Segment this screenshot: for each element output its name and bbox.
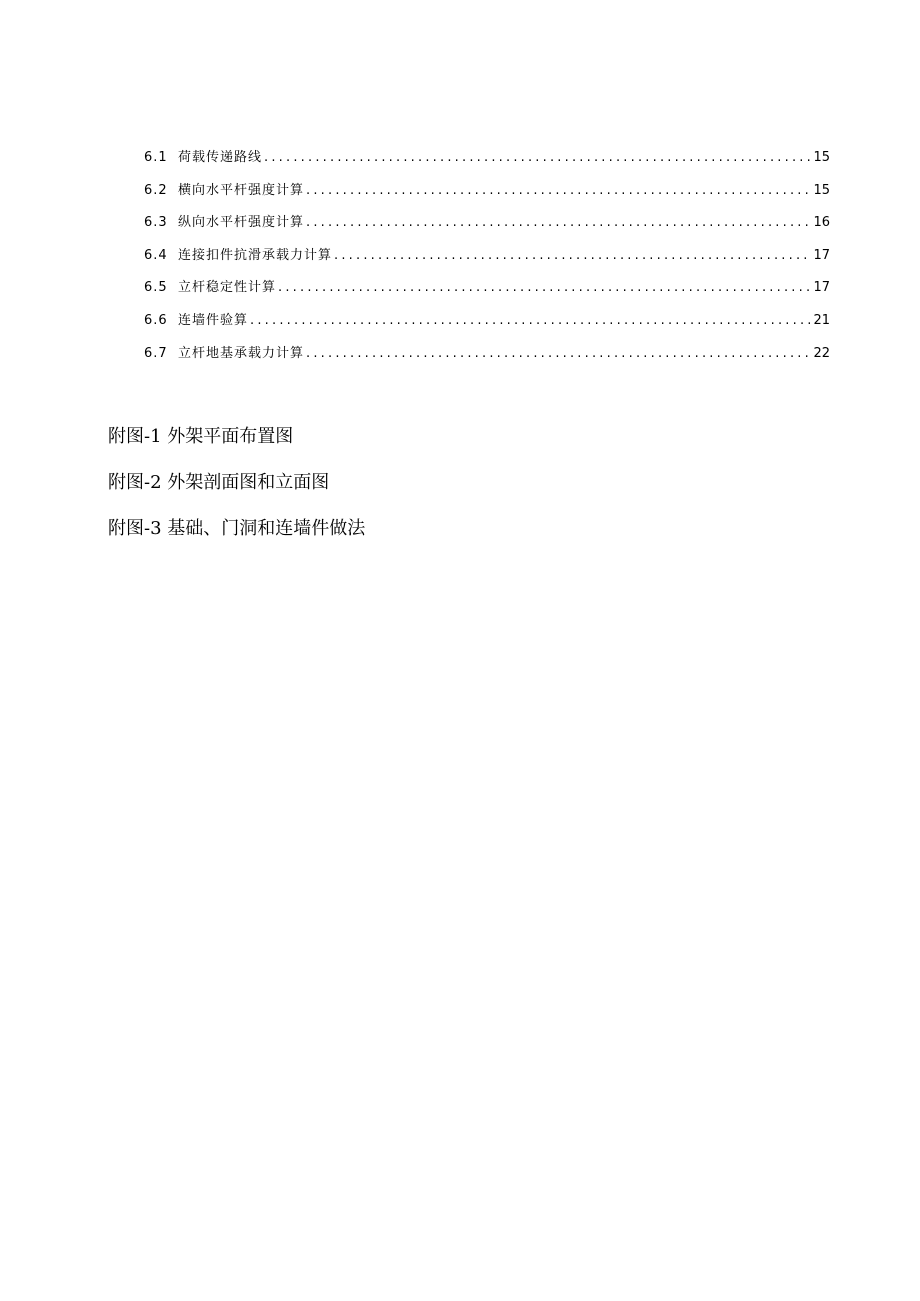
toc-page-number: 15 bbox=[813, 182, 830, 198]
toc-leader-dots bbox=[278, 280, 811, 295]
toc-entry[interactable] bbox=[144, 309, 830, 342]
toc-number: 6.2 bbox=[144, 182, 168, 198]
toc-leader-dots bbox=[306, 215, 811, 230]
toc-title: 横向水平杆强度计算 bbox=[178, 182, 305, 198]
toc-leader-dots bbox=[306, 346, 811, 361]
toc-title: 立杆地基承载力计算 bbox=[178, 345, 305, 361]
toc-page-number: 16 bbox=[813, 215, 830, 231]
toc-page-number: 17 bbox=[813, 247, 830, 263]
toc-title: 立杆稳定性计算 bbox=[178, 280, 277, 296]
toc-title: 连墙件验算 bbox=[178, 312, 249, 328]
toc-title: 连接扣件抗滑承载力计算 bbox=[178, 247, 333, 263]
toc-entry[interactable] bbox=[144, 244, 830, 277]
toc-page-number: 22 bbox=[813, 345, 830, 361]
toc-number: 6.6 bbox=[144, 312, 168, 328]
toc-title: 纵向水平杆强度计算 bbox=[178, 215, 305, 231]
toc-title: 荷载传递路线 bbox=[178, 150, 263, 165]
appendix-list bbox=[108, 424, 365, 562]
toc-page-number: 15 bbox=[813, 150, 830, 165]
toc-entry[interactable] bbox=[144, 146, 830, 179]
toc-entry[interactable] bbox=[144, 276, 830, 309]
toc-leader-dots bbox=[334, 248, 811, 263]
toc-page-number: 21 bbox=[813, 312, 830, 328]
toc-number: 6.1 bbox=[144, 150, 168, 165]
toc-number: 6.7 bbox=[144, 345, 168, 361]
toc-page-number: 17 bbox=[813, 280, 830, 296]
toc-leader-dots bbox=[264, 150, 811, 165]
toc-number: 6.4 bbox=[144, 247, 168, 263]
toc-number: 6.5 bbox=[144, 280, 168, 296]
toc-entry[interactable] bbox=[144, 179, 830, 212]
table-of-contents bbox=[144, 146, 830, 374]
toc-entry[interactable] bbox=[144, 342, 830, 375]
appendix-item[interactable]: 附图-1 外架平面布置图 bbox=[108, 426, 294, 447]
toc-leader-dots bbox=[250, 313, 811, 328]
toc-entry[interactable] bbox=[144, 211, 830, 244]
appendix-item[interactable]: 附图-2 外架剖面图和立面图 bbox=[108, 472, 330, 493]
toc-number: 6.3 bbox=[144, 215, 168, 231]
appendix-item[interactable]: 附图-3 基础、门洞和连墙件做法 bbox=[108, 518, 366, 539]
toc-leader-dots bbox=[306, 183, 811, 198]
